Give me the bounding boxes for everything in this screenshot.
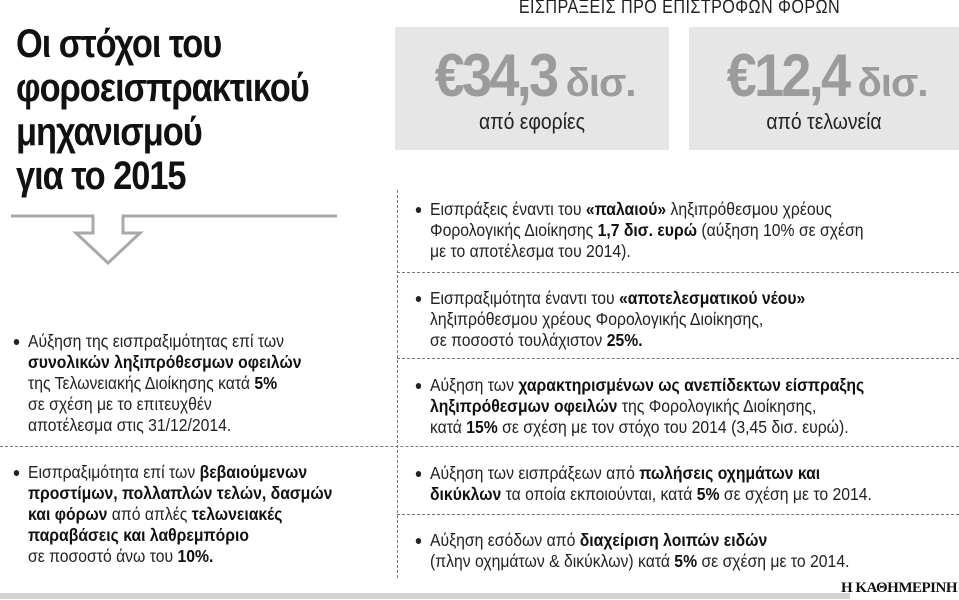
item-line (28, 462, 332, 483)
item-line (28, 546, 332, 567)
title-line: για το 2015 (16, 154, 186, 198)
bullet-icon: ● (414, 532, 423, 548)
body-text: σε σχέση με το 2014. (697, 551, 850, 571)
stat-amount (689, 41, 959, 110)
body-text: (αύξηση 10% σε σχέση (697, 220, 864, 240)
stat-amount-unit: δισ. (857, 61, 928, 105)
body-text: ληξιπρόθεσμου χρέους (666, 199, 832, 219)
emphasis-text: δικύκλων (430, 484, 502, 504)
column-divider (397, 190, 398, 578)
down-arrow-icon (0, 205, 345, 265)
list-item (414, 199, 864, 262)
emphasis-text: 5% (254, 373, 278, 393)
body-text: σε σχέση με το επιτευχθέν (28, 394, 212, 414)
body-text: Αύξηση των εισπράξεων από (430, 463, 640, 483)
section-header: ΕΙΣΠΡΑΞΕΙΣ ΠΡΟ ΕΠΙΣΤΡΟΦΩΝ ΦΟΡΩΝ (518, 0, 841, 18)
emphasis-text: 5% (674, 551, 698, 571)
list-item (414, 288, 806, 351)
body-text: Εισπραξιμότητα έναντι του (430, 288, 619, 308)
row-divider (0, 446, 959, 447)
emphasis-text: παραβάσεις και λαθρεμπόριο (28, 525, 249, 545)
list-item (414, 375, 865, 438)
item-line (430, 375, 864, 396)
bullet-icon: ● (414, 290, 423, 306)
item-line (28, 504, 332, 525)
item-line (28, 525, 332, 546)
title-line: Οι στόχοι του (16, 22, 222, 66)
body-text: Εισπράξεις έναντι του (430, 199, 586, 219)
item-line (28, 415, 302, 436)
emphasis-text: «αποτελεσματικού νέου» (619, 288, 806, 308)
item-line (430, 241, 864, 262)
emphasis-text: ληξιπρόθεσμων οφειλών (430, 396, 618, 416)
body-text: σε σχέση με το 2014. (719, 484, 872, 504)
emphasis-text: συνολικών ληξιπρόθεσμων οφειλών (28, 352, 302, 372)
item-line (430, 463, 872, 484)
emphasis-text: 1,7 δισ. ευρώ (597, 220, 698, 240)
body-text: σε ποσοστό άνω του (28, 546, 178, 566)
body-text: σε σχέση με τον στόχο του 2014 (3,45 δισ. ευρώ). (497, 417, 849, 437)
item-line (430, 530, 849, 551)
item-line (430, 288, 805, 309)
body-text: κατά (430, 417, 467, 437)
bullet-icon: ● (12, 333, 21, 349)
emphasis-text: πωλήσεις οχημάτων και (639, 463, 821, 483)
item-line (430, 551, 849, 572)
emphasis-text: 25%. (606, 330, 643, 350)
emphasis-text: και φόρων (28, 504, 108, 524)
list-item (414, 530, 850, 572)
body-text: Αύξηση εσόδων από (430, 530, 580, 550)
item-line (430, 396, 864, 417)
emphasis-text: τελωνειακές (191, 504, 283, 524)
item-line (28, 483, 332, 504)
item-line (28, 373, 302, 394)
row-divider (397, 272, 959, 273)
body-text: της Φορολογικής Διοίκησης, (617, 396, 817, 416)
body-text: ληξιπρόθεσμου χρέους Φορολογικής Διοίκησης, (430, 309, 764, 329)
list-item (414, 463, 872, 505)
stat-amount-value: €34,3 (435, 42, 557, 109)
bullet-icon: ● (12, 464, 21, 480)
infographic-title (16, 22, 377, 198)
row-divider (397, 358, 959, 359)
body-text: τα οποία εκποιούνται, κατά (501, 484, 697, 504)
stat-box-customs (689, 27, 959, 150)
footer-bar (0, 593, 850, 599)
item-line (28, 331, 302, 352)
body-text: Αύξηση της εισπραξιμότητας επί των (28, 331, 285, 351)
body-text: της Τελωνειακής Διοίκησης κατά (28, 373, 255, 393)
title-line: φοροεισπρακτικού (16, 66, 309, 110)
bullet-icon: ● (414, 201, 423, 217)
stat-box-tax-offices (395, 27, 669, 150)
emphasis-text: βεβαιούμενων (199, 462, 308, 482)
emphasis-text: 15% (466, 417, 498, 437)
item-line (28, 352, 302, 373)
body-text: αποτέλεσμα στις 31/12/2014. (28, 415, 232, 435)
stat-label: από εφορίες (479, 109, 585, 134)
bullet-icon: ● (414, 465, 423, 481)
emphasis-text: χαρακτηρισμένων ως ανεπίδεκτων είσπραξης (518, 375, 865, 395)
body-text: Αύξηση των (430, 375, 519, 395)
bullet-icon: ● (414, 377, 423, 393)
stat-amount (395, 41, 669, 110)
emphasis-text: διαχείριση λοιπών ειδών (579, 530, 768, 550)
item-line (430, 220, 864, 241)
item-line (430, 484, 872, 505)
title-line: μηχανισμού (16, 110, 202, 154)
body-text: Φορολογικής Διοίκησης (430, 220, 598, 240)
stat-label: από τελωνεία (766, 109, 882, 134)
emphasis-text: προστίμων, πολλαπλών τελών, δασμών (28, 483, 333, 503)
row-divider (397, 514, 959, 515)
stat-amount-unit: δισ. (565, 61, 636, 105)
item-line (28, 394, 302, 415)
item-line (430, 417, 864, 438)
item-line (430, 309, 805, 330)
publisher-logo: Η ΚΑΘΗΜΕΡΙΝΗ (840, 580, 957, 596)
item-line (430, 199, 864, 220)
body-text: με το αποτέλεσμα του 2014). (430, 241, 631, 261)
emphasis-text: 10%. (177, 546, 214, 566)
body-text: Εισπραξιμότητα επί των (28, 462, 200, 482)
body-text: σε ποσοστό τουλάχιστον (430, 330, 607, 350)
stat-amount-value: €12,4 (727, 42, 849, 109)
item-line (430, 330, 805, 351)
emphasis-text: 5% (696, 484, 720, 504)
list-item (12, 462, 333, 567)
emphasis-text: «παλαιού» (585, 199, 667, 219)
list-item (12, 331, 302, 436)
body-text: από απλές (107, 504, 192, 524)
body-text: (πλην οχημάτων & δικύκλων) κατά (430, 551, 675, 571)
